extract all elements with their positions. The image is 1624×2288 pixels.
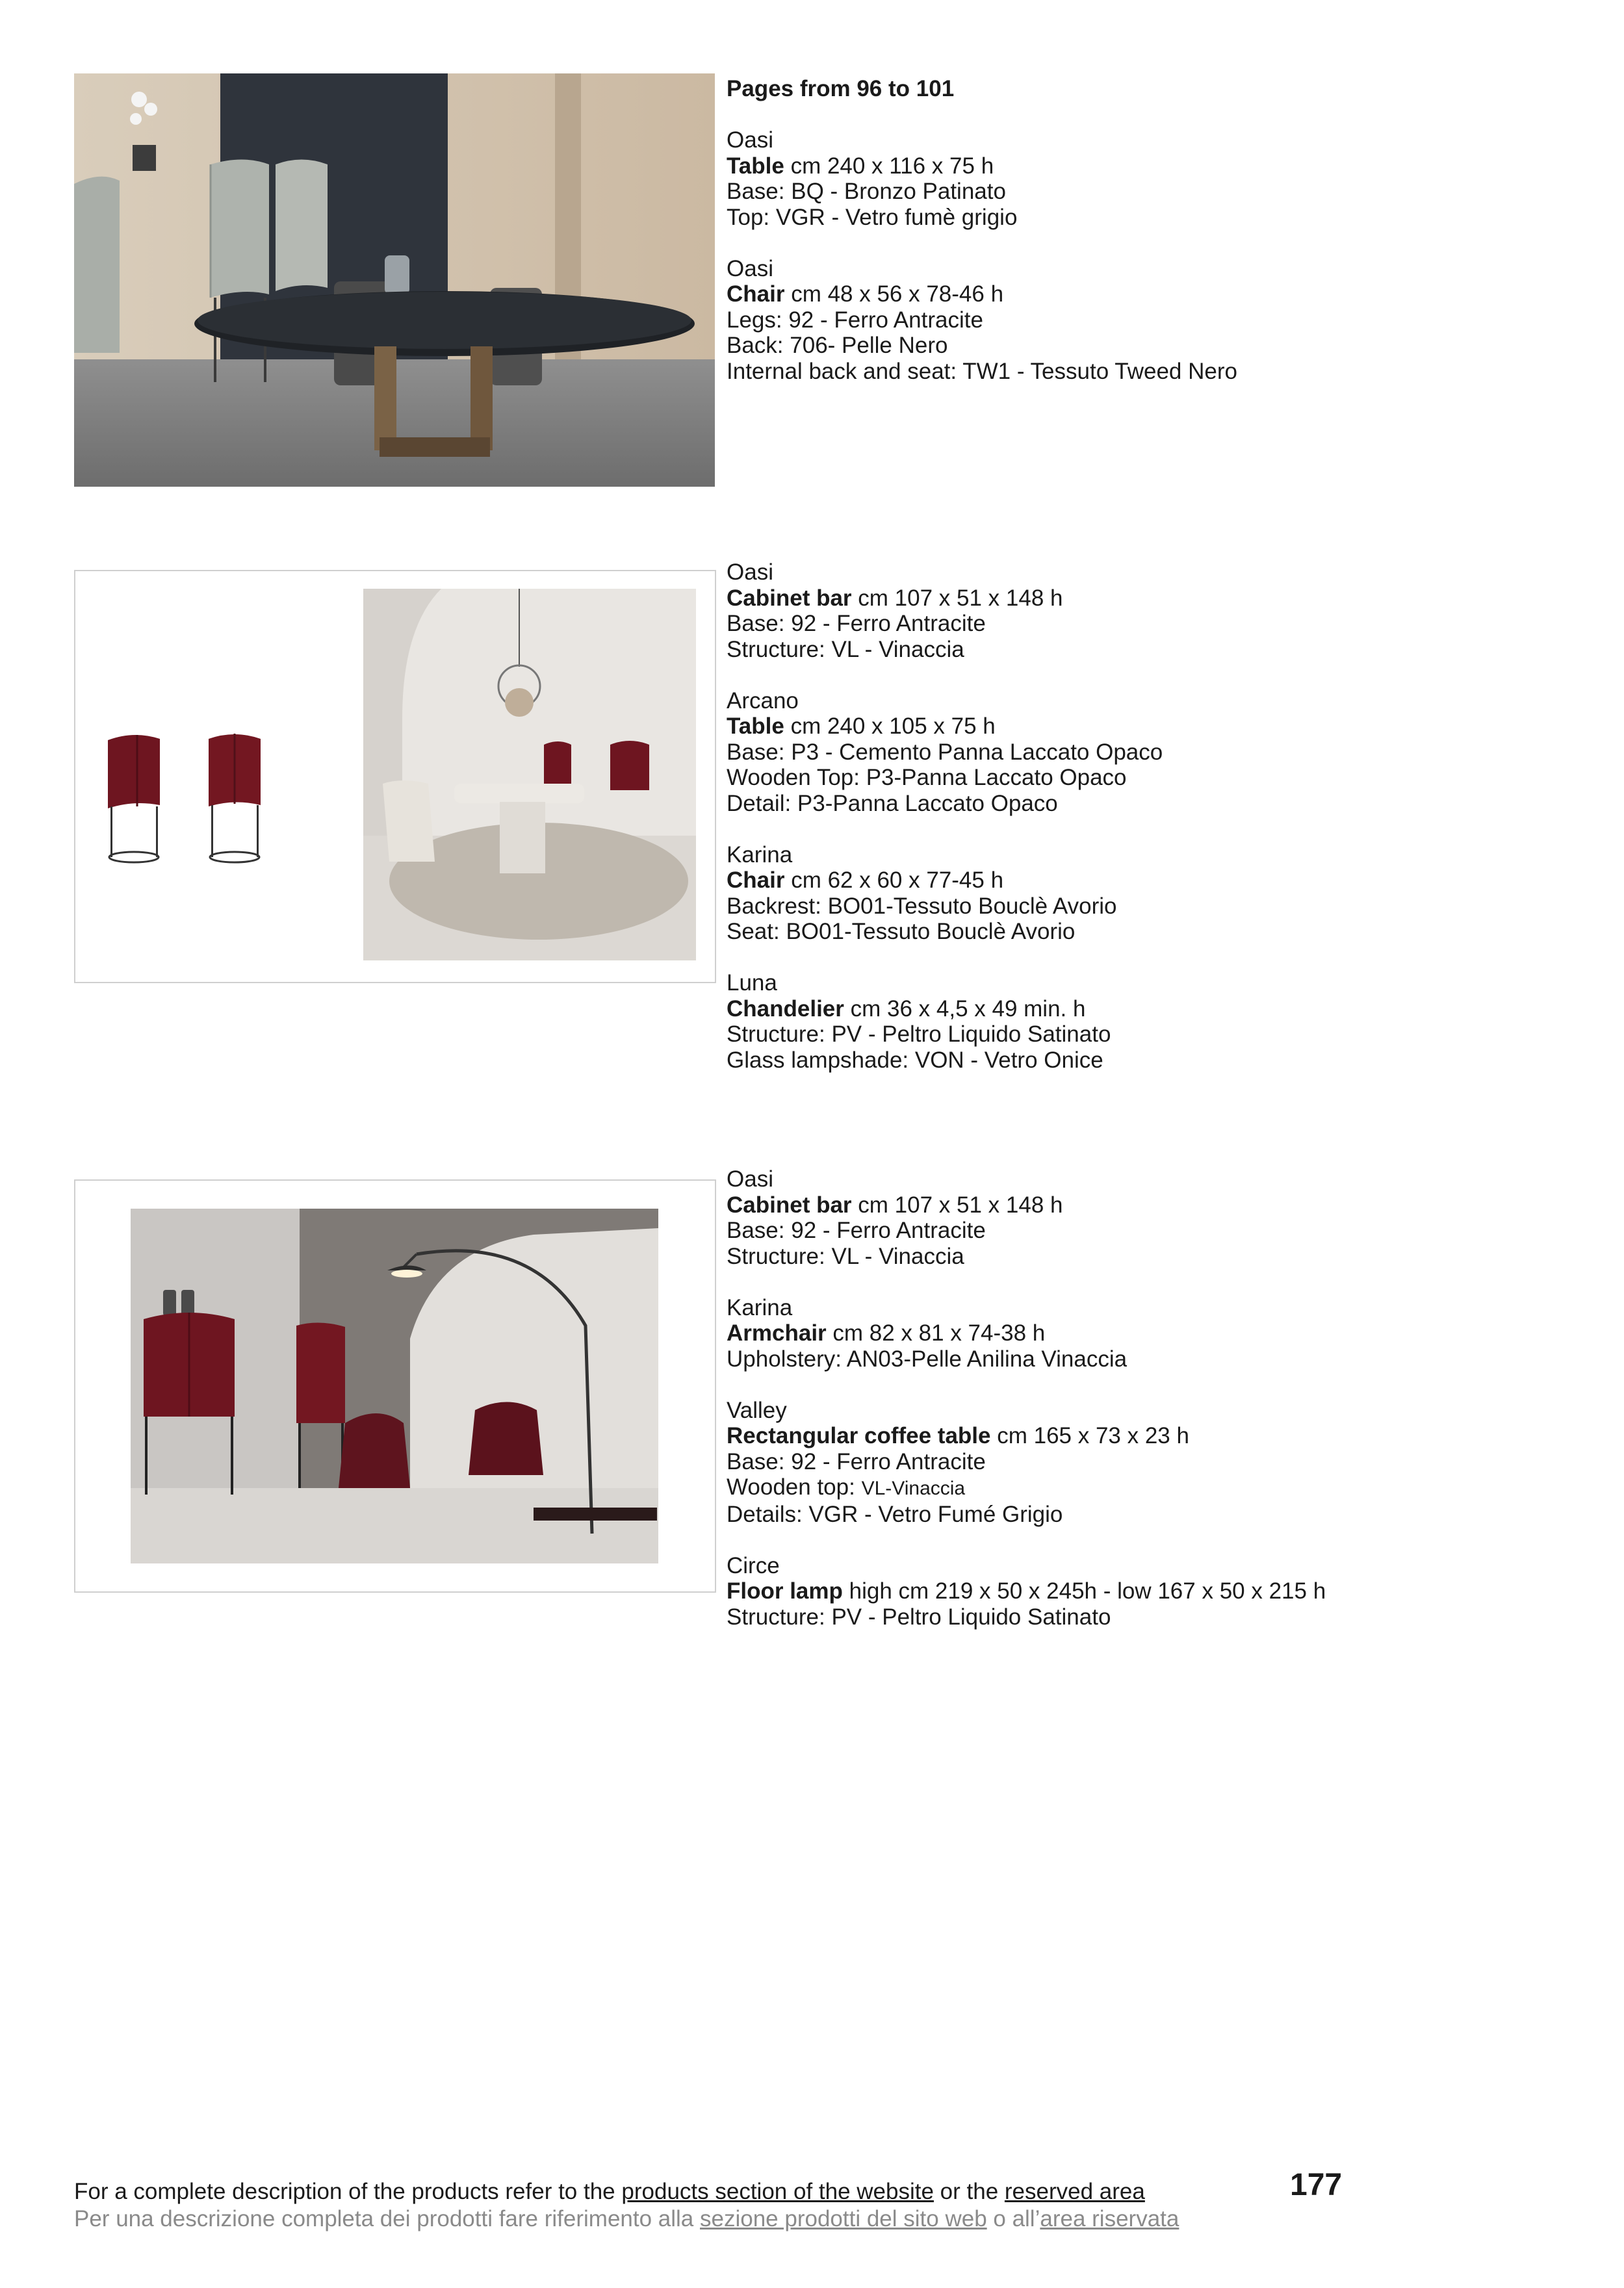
- photo-frame-karina-room: [74, 1179, 716, 1593]
- reserved-area-link[interactable]: reserved area: [1004, 2179, 1145, 2204]
- product-detail: Base: 92 - Ferro Antracite: [727, 611, 986, 636]
- product-type-line: Table cm 240 x 105 x 75 h: [727, 713, 996, 739]
- area-riservata-link[interactable]: area riservata: [1040, 2206, 1179, 2231]
- product-name: Karina: [727, 842, 793, 868]
- product-detail: Glass lampshade: VON - Vetro Onice: [727, 1047, 1103, 1073]
- product-name: Arcano: [727, 688, 799, 713]
- product-type-line: Cabinet bar cm 107 x 51 x 148 h: [727, 585, 1063, 611]
- product-name: Oasi: [727, 255, 773, 281]
- products-section-link[interactable]: products section of the website: [621, 2179, 934, 2204]
- product-type-line: Table cm 240 x 116 x 75 h: [727, 153, 994, 179]
- product-detail: Base: 92 - Ferro Antracite: [727, 1448, 986, 1474]
- sezione-prodotti-link[interactable]: sezione prodotti del sito web: [700, 2206, 987, 2231]
- product-detail: Structure: VL - Vinaccia: [727, 636, 964, 662]
- product-type-line: Cabinet bar cm 107 x 51 x 148 h: [727, 1192, 1063, 1218]
- product-type-line: Armchair cm 82 x 81 x 74-38 h: [727, 1320, 1046, 1346]
- product-detail: Top: VGR - Vetro fumè grigio: [727, 204, 1018, 230]
- section-3-info: [727, 1166, 1493, 1630]
- product-detail: Base: P3 - Cemento Panna Laccato Opaco: [727, 739, 1163, 765]
- product-detail: Base: BQ - Bronzo Patinato: [727, 179, 1006, 204]
- product-type-line: Chandelier cm 36 x 4,5 x 49 min. h: [727, 996, 1086, 1022]
- product-detail: Structure: PV - Peltro Liquido Satinato: [727, 1022, 1111, 1047]
- photo-arcano-room: [363, 589, 696, 960]
- photo-karina-armchairs-room: [131, 1209, 658, 1563]
- product-type-line: Chair cm 48 x 56 x 78-46 h: [727, 281, 1004, 307]
- product-detail: Internal back and seat: TW1 - Tessuto Tweed Nero: [727, 358, 1237, 384]
- product-name: Karina: [727, 1294, 793, 1320]
- photo-frame-oasi-cabinets: [74, 570, 716, 983]
- section-2-info: [727, 559, 1493, 1073]
- product-detail: Structure: PV - Peltro Liquido Satinato: [727, 1604, 1111, 1630]
- product-detail: Wooden Top: P3-Panna Laccato Opaco: [727, 765, 1127, 790]
- product-detail: Upholstery: AN03-Pelle Anilina Vinaccia: [727, 1346, 1128, 1372]
- product-detail: Wooden top: VL-Vinaccia: [727, 1474, 966, 1500]
- footer-english: For a complete description of the products refer to the products section of the website or the reserved area: [74, 2179, 1145, 2204]
- product-detail: Legs: 92 - Ferro Antracite: [727, 307, 983, 333]
- product-detail: Structure: VL - Vinaccia: [727, 1243, 964, 1269]
- product-name: Luna: [727, 970, 777, 996]
- product-detail: Back: 706- Pelle Nero: [727, 333, 948, 358]
- pages-heading: Pages from 96 to 101: [727, 76, 955, 101]
- page-number: 177: [1290, 2168, 1343, 2202]
- footer-note: [74, 2178, 1179, 2233]
- product-detail: Base: 92 - Ferro Antracite: [727, 1218, 986, 1243]
- product-detail: Details: VGR - Vetro Fumé Grigio: [727, 1501, 1063, 1527]
- product-detail: Seat: BO01-Tessuto Bouclè Avorio: [727, 919, 1076, 944]
- footer-italian: Per una descrizione completa dei prodotti fare riferimento alla sezione prodotti del sito web o all’area riservata: [74, 2206, 1179, 2231]
- section-1-info: [727, 76, 1493, 384]
- product-name: Circe: [727, 1552, 780, 1578]
- product-type-line: Chair cm 62 x 60 x 77-45 h: [727, 868, 1004, 893]
- product-name: Valley: [727, 1397, 787, 1423]
- product-name: Oasi: [727, 559, 773, 585]
- product-type-line: Rectangular coffee table cm 165 x 73 x 23 h: [727, 1423, 1189, 1448]
- product-type-line: Floor lamp high cm 219 x 50 x 245h - low 167 x 50 x 215 h: [727, 1578, 1326, 1604]
- photo-oasi-dining-room: [74, 73, 715, 487]
- product-detail: Backrest: BO01-Tessuto Bouclè Avorio: [727, 893, 1117, 919]
- product-name: Oasi: [727, 1166, 773, 1192]
- product-detail: Detail: P3-Panna Laccato Opaco: [727, 790, 1058, 816]
- product-name: Oasi: [727, 127, 773, 153]
